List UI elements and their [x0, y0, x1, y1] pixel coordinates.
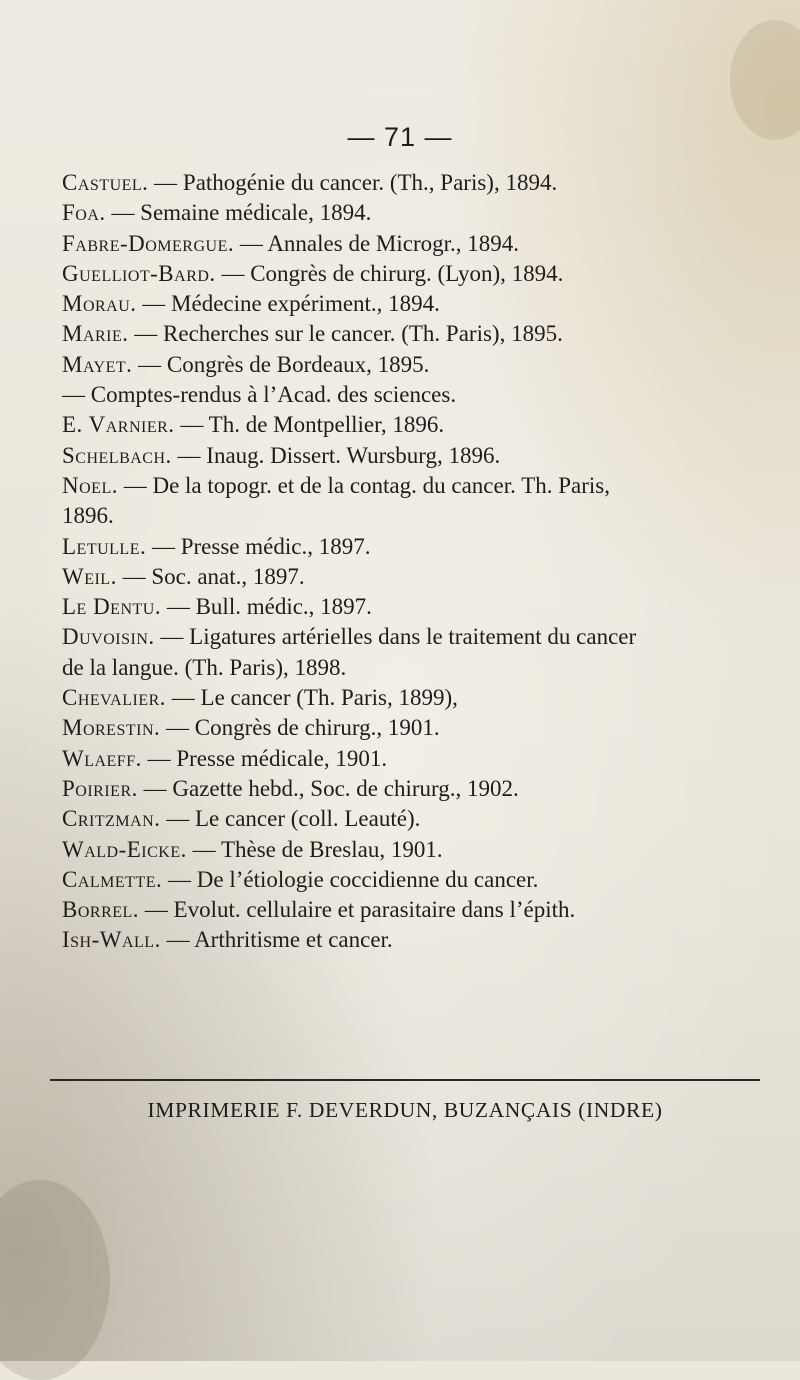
entry-author: Foa. — [62, 200, 106, 226]
entry-author: Poirier. — [62, 775, 138, 801]
entry-author: Letulle. — [62, 533, 147, 559]
entry-author: Critzman. — [62, 806, 161, 832]
bibliography-entry — [62, 622, 762, 683]
entry-continuation: de la langue. (Th. Paris), 1898. — [62, 654, 347, 680]
entry-author: Morestin. — [62, 715, 161, 741]
entry-reference: — De la topogr. et de la contag. du cancer. Th. Paris, — [117, 472, 610, 498]
entry-author: Weil. — [62, 563, 117, 589]
entry-author: Calmette. — [62, 866, 163, 892]
entry-reference: — Congrès de chirurg., 1901. — [160, 715, 440, 741]
bibliography-entry — [62, 410, 762, 440]
bibliography-entry — [62, 562, 762, 592]
entry-reference: — Médecine expériment., 1894. — [136, 291, 440, 317]
entry-author: Le Dentu. — [62, 594, 162, 620]
entry-author: Ish-Wall. — [62, 927, 161, 953]
entry-reference: — Le cancer (coll. Leauté). — [160, 806, 421, 832]
entry-author: Duvoisin. — [62, 624, 155, 650]
entry-author: Schelbach. — [62, 442, 172, 468]
bibliography-entry — [62, 441, 762, 471]
entry-reference: — Le cancer (Th. Paris, 1899), — [166, 685, 458, 711]
entry-reference: — Gazette hebd., Soc. de chirurg., 1902. — [137, 775, 519, 801]
bibliography-entry — [62, 865, 762, 895]
bibliography-entry — [62, 835, 762, 865]
bibliography-entry — [62, 744, 762, 774]
bibliography-entry — [62, 532, 762, 562]
bibliography-entry — [62, 198, 762, 228]
bibliography-entry — [62, 804, 762, 834]
bibliography-entry — [62, 289, 762, 319]
entry-author: E. Varnier. — [62, 412, 175, 438]
bibliography-entry — [62, 168, 762, 198]
page-number: — 71 — — [347, 122, 453, 152]
bibliography-entry — [62, 259, 762, 289]
footer-rule — [50, 1079, 760, 1081]
bibliography-entry — [62, 229, 762, 259]
bibliography-entry — [62, 774, 762, 804]
entry-reference: — Thèse de Breslau, 1901. — [186, 836, 443, 862]
bibliography-entry — [62, 350, 762, 380]
entry-continuation: 1896. — [62, 503, 114, 529]
entry-reference: — Arthritisme et cancer. — [160, 927, 393, 953]
entry-author: Wlaeff. — [62, 745, 142, 771]
entry-author: Fabre-Domergue. — [62, 230, 235, 256]
entry-author: Guelliot-Bard. — [62, 260, 216, 286]
bibliography-entry — [62, 380, 762, 410]
entry-reference: — Presse médic., 1897. — [146, 533, 371, 559]
entry-author: Mayet. — [62, 351, 133, 377]
printer-imprint: IMPRIMERIE F. DEVERDUN, BUZANÇAIS (INDRE) — [147, 1098, 663, 1122]
bibliography-entry — [62, 471, 762, 532]
entry-reference: — Congrès de Bordeaux, 1895. — [132, 351, 430, 377]
entry-reference: — De l’étiologie coccidienne du cancer. — [162, 866, 539, 892]
entry-reference: — Annales de Microgr., 1894. — [234, 230, 519, 256]
entry-author: Morau. — [62, 291, 137, 317]
paper-stain — [0, 1180, 110, 1380]
bibliography-entry — [62, 713, 762, 743]
entry-reference: — Congrès de chirurg. (Lyon), 1894. — [215, 260, 564, 286]
entry-reference: — Recherches sur le cancer. (Th. Paris), 1895. — [128, 321, 563, 347]
entry-reference: — Soc. anat., 1897. — [116, 563, 305, 589]
bibliography-entry — [62, 925, 762, 955]
entry-author: Noel. — [62, 472, 118, 498]
entry-author: Borrel. — [62, 897, 140, 923]
entry-author: Wald-Eicke. — [62, 836, 187, 862]
entry-author: Marie. — [62, 321, 129, 347]
bibliography-list — [62, 168, 762, 956]
bibliography-entry — [62, 683, 762, 713]
entry-reference: — Inaug. Dissert. Wursburg, 1896. — [171, 442, 501, 468]
entry-reference: — Bull. médic., 1897. — [161, 594, 372, 620]
entry-reference: — Ligatures artérielles dans le traitement du cancer — [154, 624, 637, 650]
entry-reference: — Evolut. cellulaire et parasitaire dans l’épith. — [139, 897, 576, 923]
entry-reference: — Comptes-rendus à l’Acad. des sciences. — [62, 382, 457, 408]
entry-author: Castuel. — [62, 170, 149, 195]
bibliography-entry — [62, 592, 762, 622]
entry-reference: — Pathogénie du cancer. (Th., Paris), 1894. — [148, 170, 558, 195]
entry-reference: — Presse médicale, 1901. — [141, 745, 388, 771]
entry-author: Chevalier. — [62, 685, 167, 711]
bibliography-entry — [62, 319, 762, 349]
entry-reference: — Th. de Montpellier, 1896. — [174, 412, 445, 438]
bibliography-entry — [62, 895, 762, 925]
entry-reference: — Semaine médicale, 1894. — [105, 200, 372, 226]
